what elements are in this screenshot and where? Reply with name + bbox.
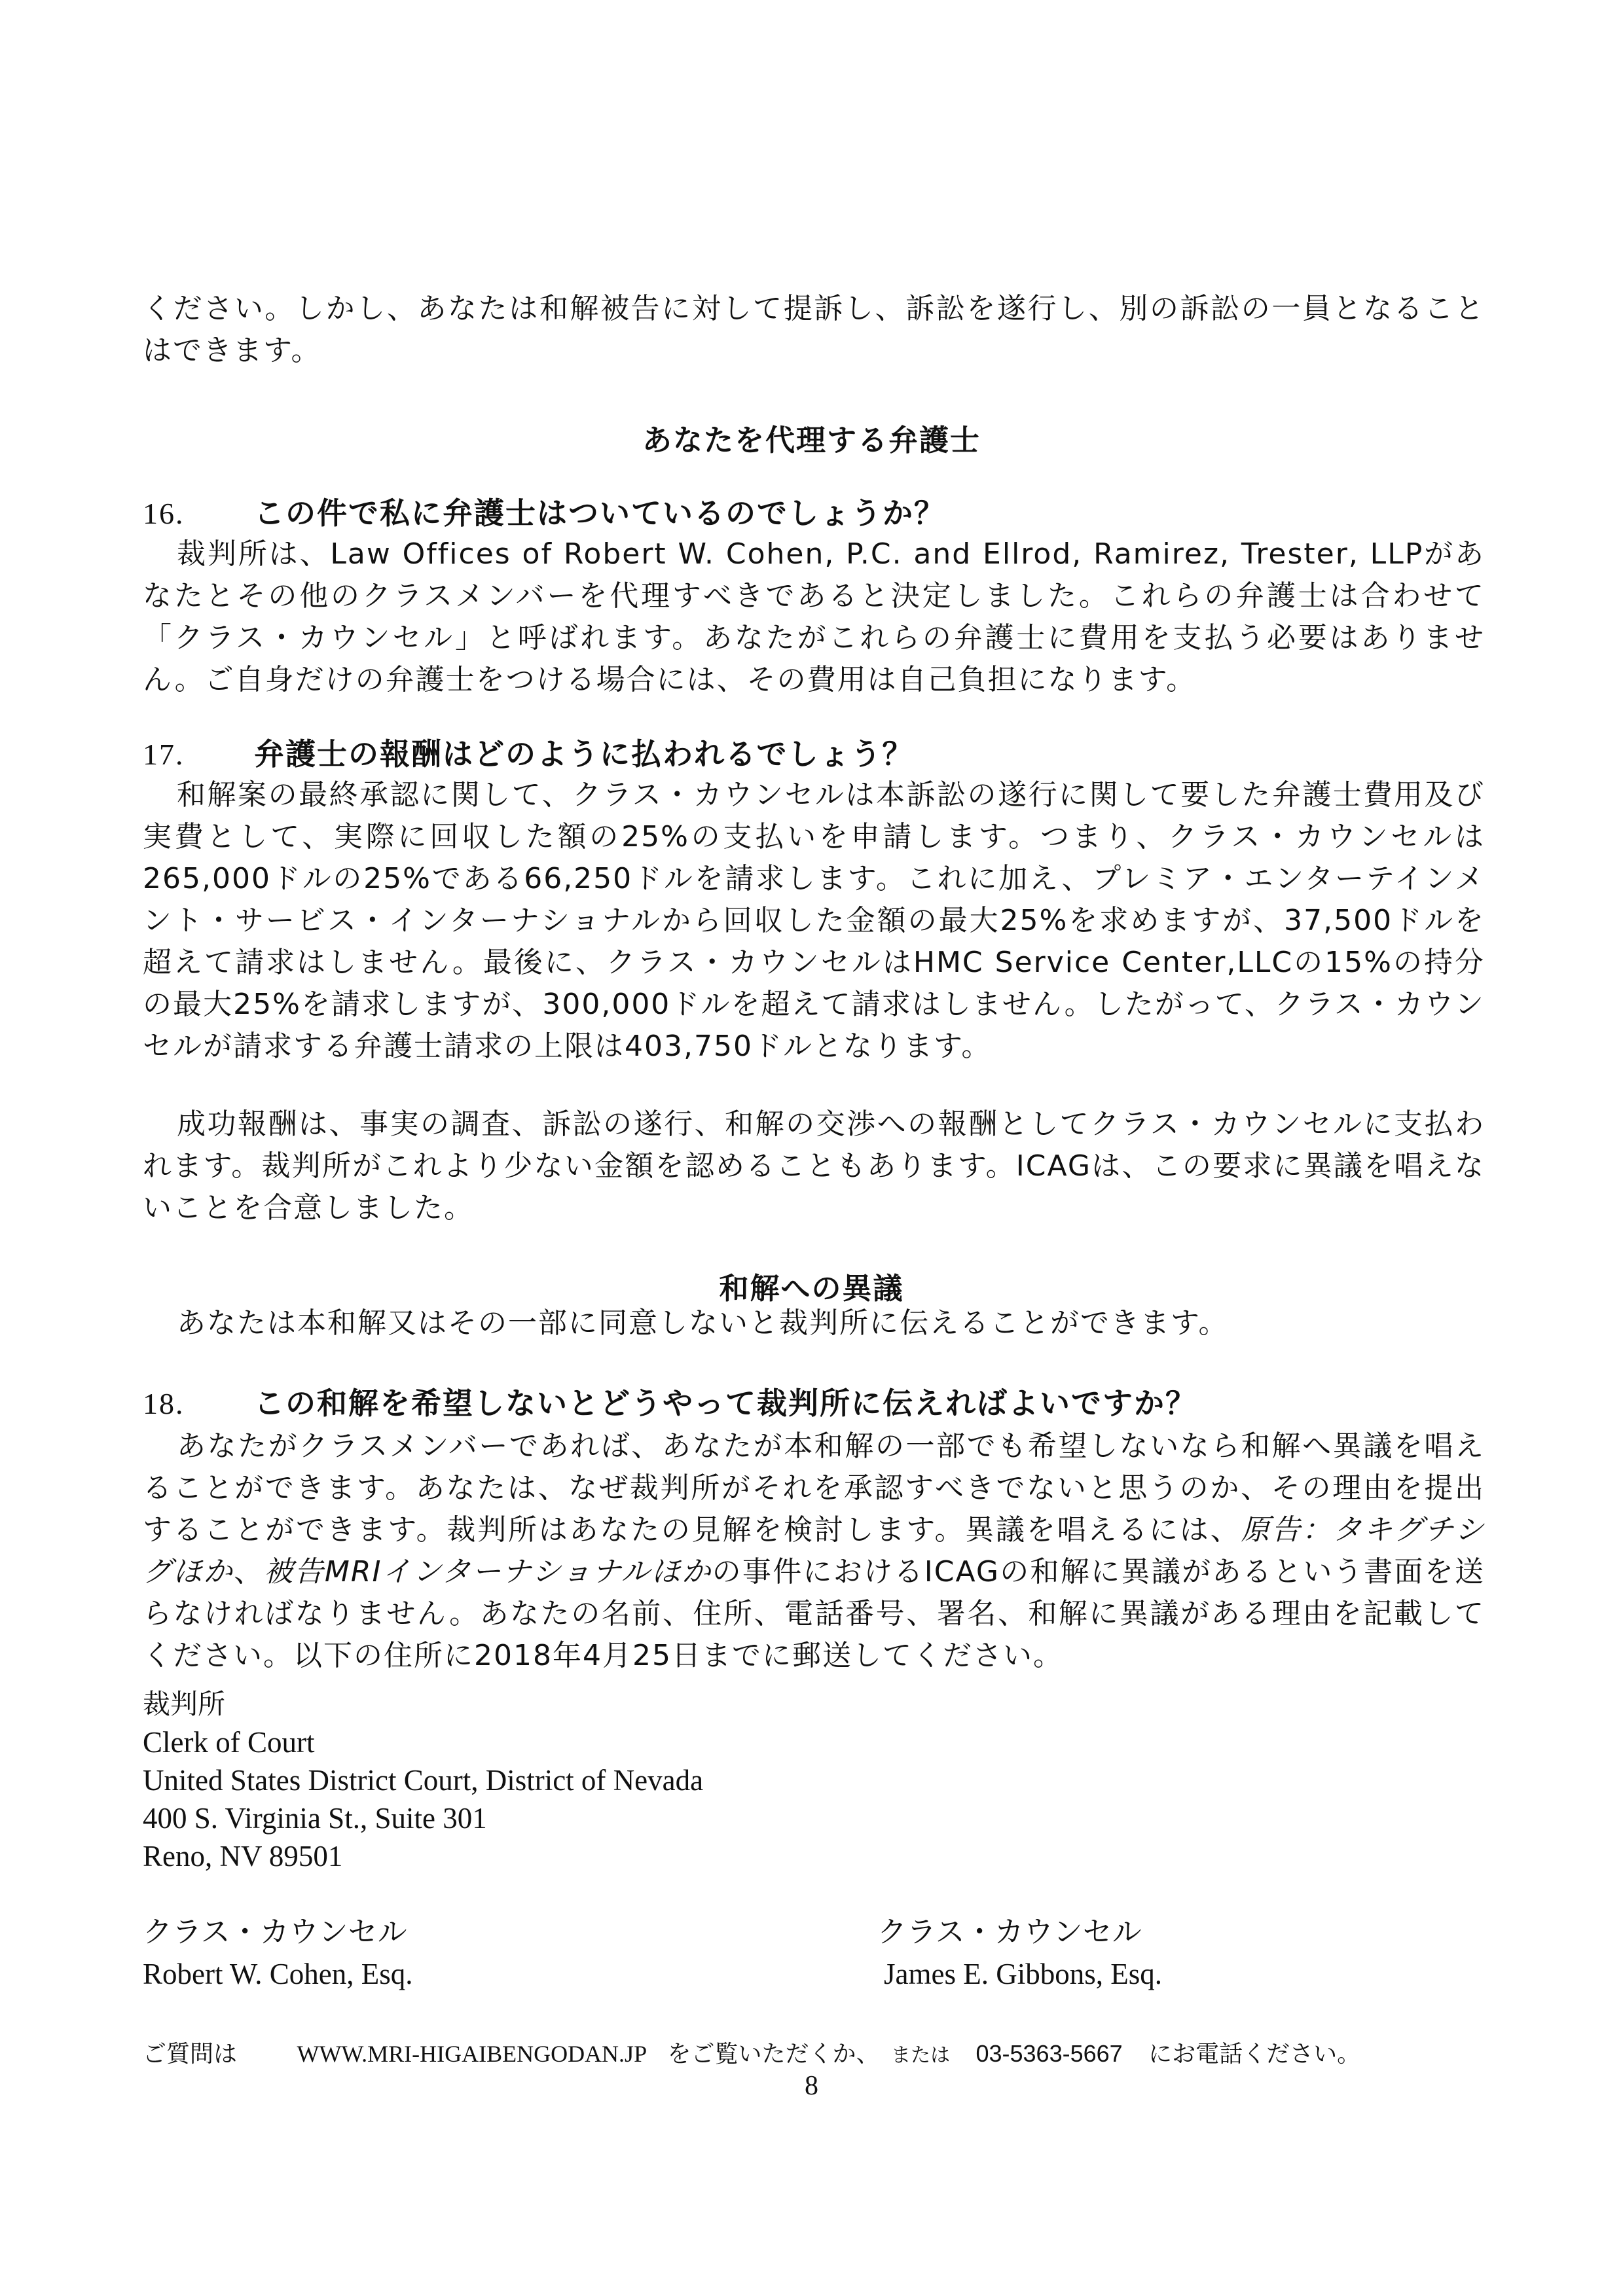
page-number: 8 [805, 2071, 818, 2101]
question-17-number: 17. [143, 738, 185, 771]
court-address-line-4: Reno, NV 89501 [143, 1840, 343, 1873]
class-counsel-left [143, 1911, 413, 1995]
objection-intro: あなたは本和解又はその一部に同意しないと裁判所に伝えることができます。 [177, 1306, 1229, 1340]
question-17-title: 弁護士の報酬はどのように払われるでしょう？ [254, 736, 914, 772]
continuation-text: ください。しかし、あなたは和解被告に対して提訴し、訴訟を遂行し、別の訴訟の一員となることはできます。 [143, 292, 1485, 367]
class-counsel-right-label: クラス・カウンセル [877, 1914, 1142, 1949]
case-separator: 、 [233, 1555, 264, 1588]
question-17-answer-2 [143, 1103, 1485, 1229]
question-17-body-2: 成功報酬は、事実の調査、訴訟の遂行、和解の交渉への報酬としてクラス・カウンセルに支払われます。裁判所がこれより少ない金額を認めることもあります。ICAGは、この要求に異議を唱えないことを合意しました。 [143, 1107, 1485, 1225]
court-address-line-3: 400 S. Virginia St., Suite 301 [143, 1802, 487, 1835]
section-heading-attorneys: あなたを代理する弁護士 [642, 423, 981, 457]
class-counsel-left-label: クラス・カウンセル [143, 1914, 407, 1949]
question-18-answer [143, 1426, 1485, 1677]
section-heading-objection: 和解への異議 [719, 1271, 904, 1306]
court-address [143, 1685, 703, 1875]
question-16-answer [143, 533, 1485, 701]
contact-footer [143, 2036, 1485, 2069]
question-18-body-a: あなたがクラスメンバーであれば、あなたが本和解の一部でも希望しないなら和解へ異議を唱えることができます。あなたは、なぜ裁判所がそれを承認すべきでないと思うのか、その理由を提出することができます。裁判所はあなたの見解を検討します。異議を唱えるには、 [143, 1429, 1485, 1547]
court-address-line-1: Clerk of Court [143, 1726, 315, 1759]
question-16-heading [143, 492, 1485, 535]
footer-mid-text: をご覧いただくか、 [667, 2041, 880, 2068]
question-18-body [143, 1426, 1485, 1677]
court-address-line-2: United States District Court, District of Nevada [143, 1764, 704, 1797]
footer-phone-number[interactable]: 03-5363-5667 [976, 2040, 1123, 2067]
footer-website-link[interactable]: WWW.MRI-HIGAIBENGODAN.JP [297, 2041, 647, 2067]
question-16-title: この件で私に弁護士はついているのでしょうか？ [254, 495, 945, 531]
class-counsel-right-name: James E. Gibbons, Esq. [884, 1958, 1162, 1990]
question-17-answer [143, 774, 1485, 1067]
footer-suffix: にお電話ください。 [1148, 2041, 1361, 2068]
question-17-body: 和解案の最終承認に関して、クラス・カウンセルは本訴訟の遂行に関して要した弁護士費用及び実費として、実際に回収した額の25%の支払いを申請します。つまり、クラス・カウンセルは265,000ドルの25%である66,250ドルを請求します。これに加え、プレミア・エンターテインメント・サービス・インターナショナルから回収した金額の最大25%を求めますが、37,500ドルを超えて請求はしません。最後に、クラス・カウンセルはHMC Service Center,LLCの15%の持分の最大25%を請求しますが、300,000ドルを超えて請求はしません。したがって、クラス・カウンセルが請求する弁護士請求の上限は403,750ドルとなります。 [143, 778, 1485, 1063]
question-18-heading [143, 1382, 1485, 1425]
case-plaintiff-italic: 原告：タキグチシグほか [143, 1513, 1485, 1588]
question-18-body-c: までに郵送してください。 [701, 1639, 1063, 1672]
court-label: 裁判所 [143, 1688, 226, 1720]
continuation-paragraph [143, 288, 1485, 372]
footer-or-text: または [891, 2044, 951, 2067]
question-18-title: この和解を希望しないとどうやって裁判所に伝えればよいですか？ [254, 1386, 1197, 1421]
question-17-heading [143, 733, 1485, 776]
question-18-number: 18. [143, 1387, 185, 1420]
case-defendant-italic: 被告MRIインターナショナルほか [264, 1555, 712, 1588]
objection-intro-paragraph [143, 1302, 1485, 1344]
class-counsel-right [877, 1911, 1162, 1995]
question-16-body: 裁判所は、Law Offices of Robert W. Cohen, P.C. and Ellrod, Ramirez, Trester, LLPがあなたとその他のクラスメンバーを代理すべきであると決定しました。これらの弁護士は合わせて「クラス・カウンセル」と呼ばれます。あなたがこれらの弁護士に費用を支払う必要はありません。ご自身だけの弁護士をつける場合には、その費用は自己負担になります。 [143, 537, 1485, 696]
question-16-number: 16. [143, 497, 185, 530]
class-counsel-left-name: Robert W. Cohen, Esq. [143, 1958, 413, 1990]
objection-deadline: 2018年4月25日 [474, 1639, 702, 1672]
question-18-body-b: の事件におけるICAGの和解に異議があるという書面を送らなければなりません。あなたの名前、住所、電話番号、署名、和解に異議がある理由を記載してください。以下の住所に [143, 1555, 1486, 1672]
footer-prefix: ご質問は [143, 2041, 238, 2068]
